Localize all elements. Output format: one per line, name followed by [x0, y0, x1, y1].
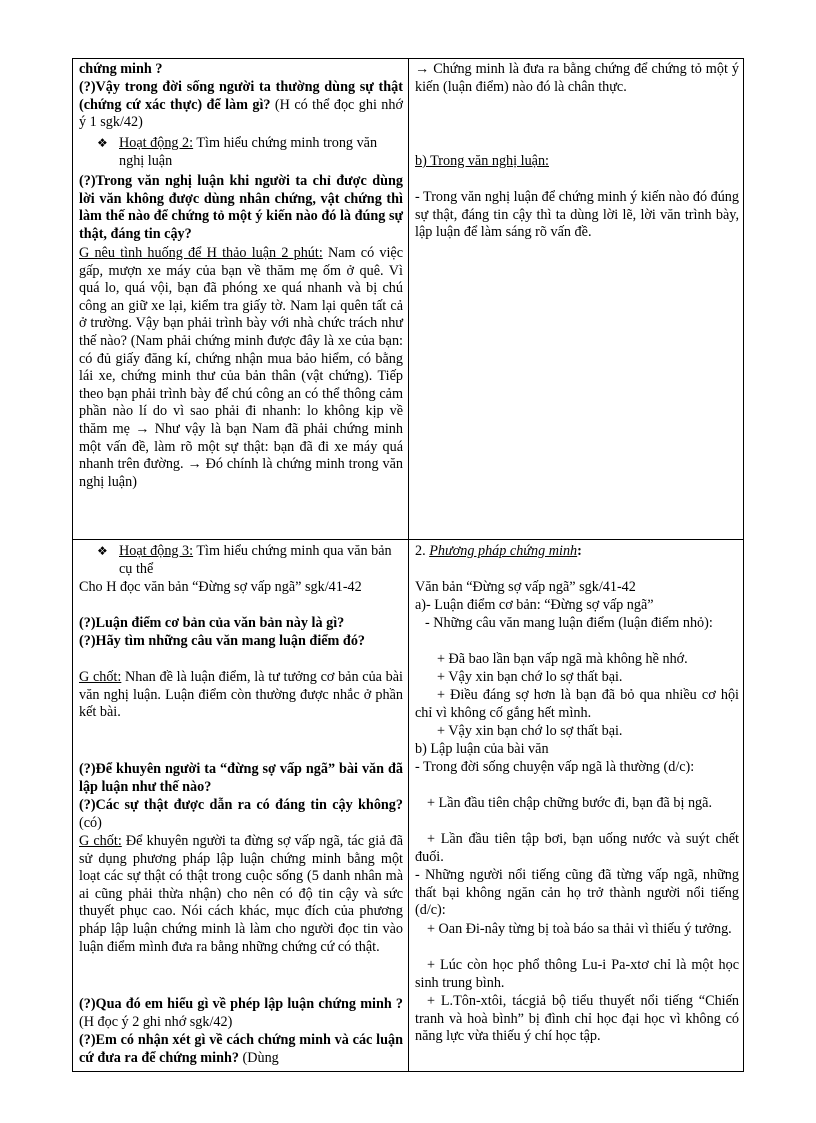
- teacher-scenario: G nêu tình huống để H thảo luận 2 phút: Nam có việc gấp, mượn xe máy của bạn về thăm mẹ ốm ở quê. Vì quá lo, quá vội, bạn đã phóng xe quá nhanh và bị chú công an giữ xe lại, kiểm tra giấy tờ. Nam lại quên tất cả ở trường. Vậy bạn phải trình bày với nhà chức trách như thế nào? (Nam phải chứng minh được đây là xe của bạn: có đủ giấy đăng kí, chứng nhận mua bảo hiểm, có bằng lái xe, chứng minh thư của bản thân (vật chứng). Tiếp theo bạn phải trình bày để chú công an có thể thông cảm phần nào lí do vì sao phải đi nhanh: lo không kịp về thăm mẹ → Như vậy là bạn Nam đã phải chứng minh một vấn đề, làm rõ một sự thật: bạn đã đi xe máy quá nhanh trên đường. → Đó chính là chứng minh trong văn nghị luận): [79, 245, 403, 490]
- question-how-argued: (?)Để khuyên người ta “đừng sợ vấp ngã” bài văn đã lập luận như thế nào?: [79, 761, 403, 795]
- argument-point-1: - Trong đời sống chuyện vấp ngã là thường (d/c):: [415, 759, 695, 775]
- evidence-item: + Lúc còn học phổ thông Lu-i Pa-xtơ chỉ là một học sinh trung bình.: [415, 957, 739, 991]
- thesis-line: a)- Luận điểm cơ bản: “Đừng sợ vấp ngã”: [415, 597, 654, 613]
- question-find-thesis-sentences: (?)Hãy tìm những câu văn mang luận điểm đó?: [79, 633, 366, 649]
- question-main-thesis: (?)Luận điểm cơ bản của văn bản này là gì?: [79, 615, 345, 631]
- argument-point-2: - Những người nổi tiếng cũng đã từng vấp ngã, những thất bại không ngăn cản họ trở thành người nổi tiếng (d/c):: [415, 867, 739, 919]
- question-facts-reliable: (?)Các sự thật được dẫn ra có đáng tin cậy không? (có): [79, 797, 403, 831]
- evidence-item: + Lần đầu tiên chập chững bước đi, bạn đã bị ngã.: [427, 795, 712, 811]
- thesis-sentences-intro: - Những câu văn mang luận điểm (luận điểm nhỏ):: [425, 615, 713, 631]
- section-2-heading: 2. Phương pháp chứng minh:: [415, 543, 582, 559]
- left-text-continuation: chứng minh ?: [79, 61, 163, 77]
- thesis-item: + Vậy xin bạn chớ lo sợ thất bại.: [437, 723, 623, 739]
- evidence-item: + Oan Đi-nây từng bị toà báo sa thải vì thiếu ý tưởng.: [427, 921, 732, 937]
- activity-3-heading: ❖ Hoạt động 3: Tìm hiểu chứng minh qua văn bản cụ thể: [97, 543, 392, 577]
- activity-2-heading: ❖ Hoạt động 2: Tìm hiểu chứng minh trong văn nghị luận: [97, 135, 378, 169]
- teacher-conclusion-2: G chốt: Để khuyên người ta đừng sợ vấp ngã, tác giả đã sử dụng phương pháp lập luận chứng minh bằng một loạt các sự thật có thật trong cuộc sống (5 danh nhân mà ai cũng phải thừa nhận) cho nên có độ tin cậy và sức thuyết phục cao. Nói cách khác, mục đích của phương pháp lập luận chứng minh là làm cho người đọc tin vào luận điểm mình đưa ra bằng những chứng cứ có thật.: [79, 833, 403, 955]
- diamond-bullet-icon: ❖: [97, 136, 108, 150]
- lesson-table: [72, 58, 744, 1072]
- thesis-item: + Đã bao lần bạn vấp ngã mà không hề nhớ.: [437, 651, 688, 667]
- question-argument-without-evidence: (?)Trong văn nghị luận khi người ta chỉ được dùng lời văn không được dùng nhân chứng, vật chứng thì làm thế nào để chứng tỏ một ý kiến nào đó là đúng sự thật, đáng tin cậy?: [79, 173, 403, 242]
- row-divider: [73, 539, 743, 540]
- argument-heading: b) Lập luận của bài văn: [415, 741, 549, 757]
- question-purpose-of-truth: (?)Vậy trong đời sống người ta thường dùng sự thật (chứng cứ xác thực) để làm gì? (H có thể đọc ghi nhớ ý 1 sgk/42): [79, 79, 403, 131]
- text-title-line: Văn bản “Đừng sợ vấp ngã” sgk/41-42: [415, 579, 636, 595]
- question-understand-proof: (?)Qua đó em hiểu gì về phép lập luận chứng minh ? (H đọc ý 2 ghi nhớ sgk/42): [79, 996, 403, 1030]
- question-comment-on-proof: (?)Em có nhận xét gì về cách chứng minh và các luận cứ đưa ra để chứng minh? (Dùng: [79, 1032, 403, 1066]
- teacher-conclusion-1: G chốt: Nhan đề là luận điểm, là tư tưởng cơ bản của bài văn nghị luận. Luận điểm còn thường được nhắc ở phần kết bài.: [79, 669, 403, 721]
- evidence-item: + L.Tôn-xtôi, tácgiả bộ tiểu thuyết nổi tiếng “Chiến tranh và hoà bình” bị đình chỉ học đại học vì không có năng lực vừa thiếu ý chí học tập.: [415, 993, 739, 1045]
- teacher-activities-column: [73, 59, 409, 1071]
- thesis-item: + Vậy xin bạn chớ lo sợ thất bại.: [437, 669, 623, 685]
- read-text-instruction: Cho H đọc văn bản “Đừng sợ vấp ngã” sgk/41-42: [79, 579, 362, 595]
- definition-proof: → Chứng minh là đưa ra bằng chứng để chứng tỏ một ý kiến (luận điểm) nào đó là chân thực.: [415, 61, 739, 95]
- section-b-heading: b) Trong văn nghị luận:: [415, 153, 549, 169]
- diamond-bullet-icon: ❖: [97, 544, 108, 558]
- evidence-item: + Lần đầu tiên tập bơi, bạn uống nước và suýt chết đuối.: [415, 831, 739, 865]
- thesis-item: + Điều đáng sợ hơn là bạn đã bỏ qua nhiều cơ hội chỉ vì không cố gắng hết mình.: [415, 687, 739, 721]
- section-b-text: - Trong văn nghị luận để chứng minh ý kiến nào đó đúng sự thật, đáng tin cậy thì ta dùng lời lẽ, lời văn trình bày, lập luận để làm sáng rõ vấn đề.: [415, 189, 739, 241]
- content-column: [409, 59, 743, 1071]
